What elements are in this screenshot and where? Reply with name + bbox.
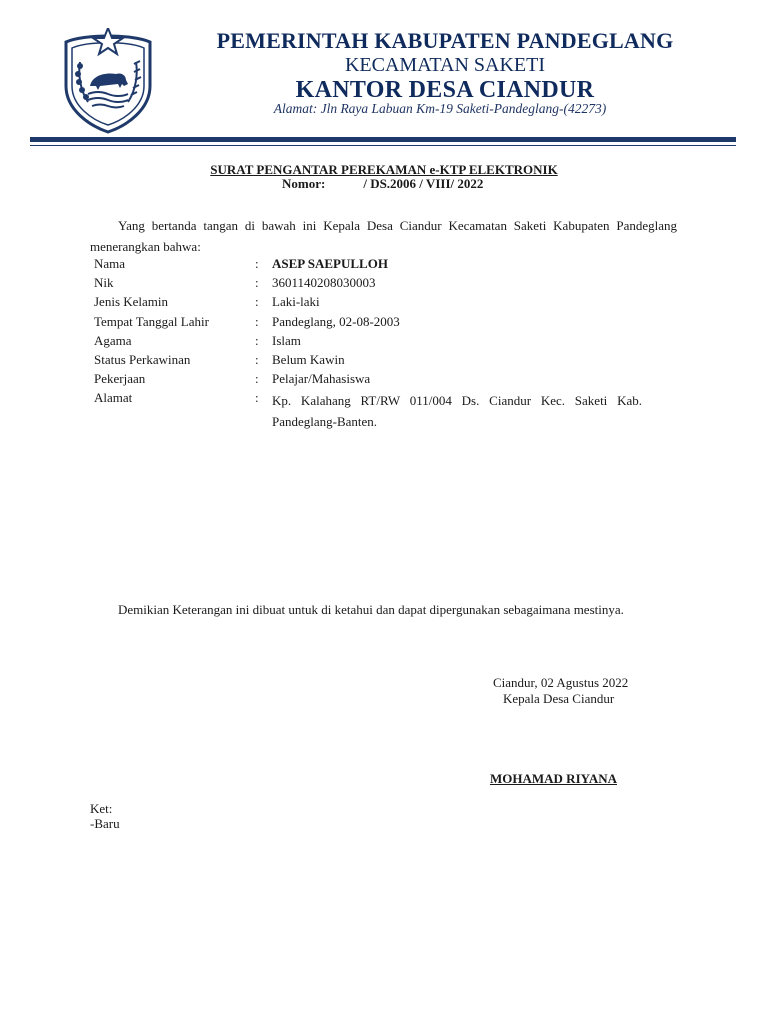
field-value-address: Kp. Kalahang RT/RW 011/004 Ds. Ciandur Kec. Saketi Kab. Pandeglang-Banten. <box>272 393 642 430</box>
field-value-marital: Belum Kawin <box>272 351 345 367</box>
table-row <box>94 256 642 275</box>
field-label: Agama <box>94 332 132 348</box>
field-colon: : <box>255 313 259 329</box>
table-row <box>94 314 642 333</box>
field-colon: : <box>255 256 259 271</box>
field-colon: : <box>255 371 259 387</box>
field-colon: : <box>255 275 259 291</box>
table-row <box>94 390 642 432</box>
remarks <box>90 801 120 831</box>
letterhead-district: KECAMATAN SAKETI <box>344 54 546 76</box>
field-label: Alamat <box>94 390 133 406</box>
place-date: Ciandur, 02 Agustus 2022 <box>493 675 629 690</box>
field-colon: : <box>255 390 259 406</box>
opening-paragraph: Yang bertanda tangan di bawah ini Kepala Desa Ciandur Kecamatan Saketi Kabupaten Pandeglang menerangkan bahwa: <box>90 218 677 254</box>
letterhead-address: Alamat: Jln Raya Labuan Km-19 Saketi-Pandeglang-(42273) <box>273 101 607 116</box>
letter-number-label: Nomor: <box>282 176 326 191</box>
resident-info-table <box>94 256 642 432</box>
letterhead-office: KANTOR DESA CIANDUR <box>295 77 595 103</box>
table-row <box>94 294 642 313</box>
field-label: Status Perkawinan <box>94 351 191 367</box>
table-row <box>94 275 642 294</box>
field-label: Nik <box>94 275 114 291</box>
table-row <box>94 333 642 352</box>
letter-number-value: / DS.2006 / VIII/ 2022 <box>363 176 484 191</box>
field-value-nik: 3601140208030003 <box>272 275 376 291</box>
signatory-name: MOHAMAD RIYANA <box>490 771 617 786</box>
field-colon: : <box>255 351 259 367</box>
field-value-name: ASEP SAEPULLOH <box>272 256 388 271</box>
field-value-birth: Pandeglang, 02-08-2003 <box>272 313 400 329</box>
field-label: Nama <box>94 256 126 271</box>
letterhead-divider-thin <box>30 145 736 146</box>
kabupaten-pandeglang-emblem-icon <box>60 28 156 134</box>
field-label: Tempat Tanggal Lahir <box>94 313 209 329</box>
field-colon: : <box>255 294 259 310</box>
table-row <box>94 352 642 371</box>
remarks-label: Ket: <box>90 801 113 816</box>
field-value-gender: Laki-laki <box>272 294 320 310</box>
field-label: Jenis Kelamin <box>94 294 169 310</box>
closing-paragraph: Demikian Keterangan ini dibuat untuk di ketahui dan dapat dipergunakan sebagaimana mestinya. <box>118 602 624 617</box>
signatory-position: Kepala Desa Ciandur <box>503 691 615 706</box>
table-row <box>94 371 642 390</box>
field-label: Pekerjaan <box>94 371 146 387</box>
letter-number <box>282 176 483 192</box>
field-value-religion: Islam <box>272 332 301 348</box>
field-colon: : <box>255 332 259 348</box>
letterhead-regency: PEMERINTAH KABUPATEN PANDEGLANG <box>216 28 674 53</box>
letter-title: SURAT PENGANTAR PEREKAMAN e-KTP ELEKTRONIK <box>210 162 558 177</box>
field-value-occupation: Pelajar/Mahasiswa <box>272 371 371 387</box>
letterhead-divider-thick <box>30 137 736 142</box>
remarks-value: -Baru <box>90 816 120 831</box>
